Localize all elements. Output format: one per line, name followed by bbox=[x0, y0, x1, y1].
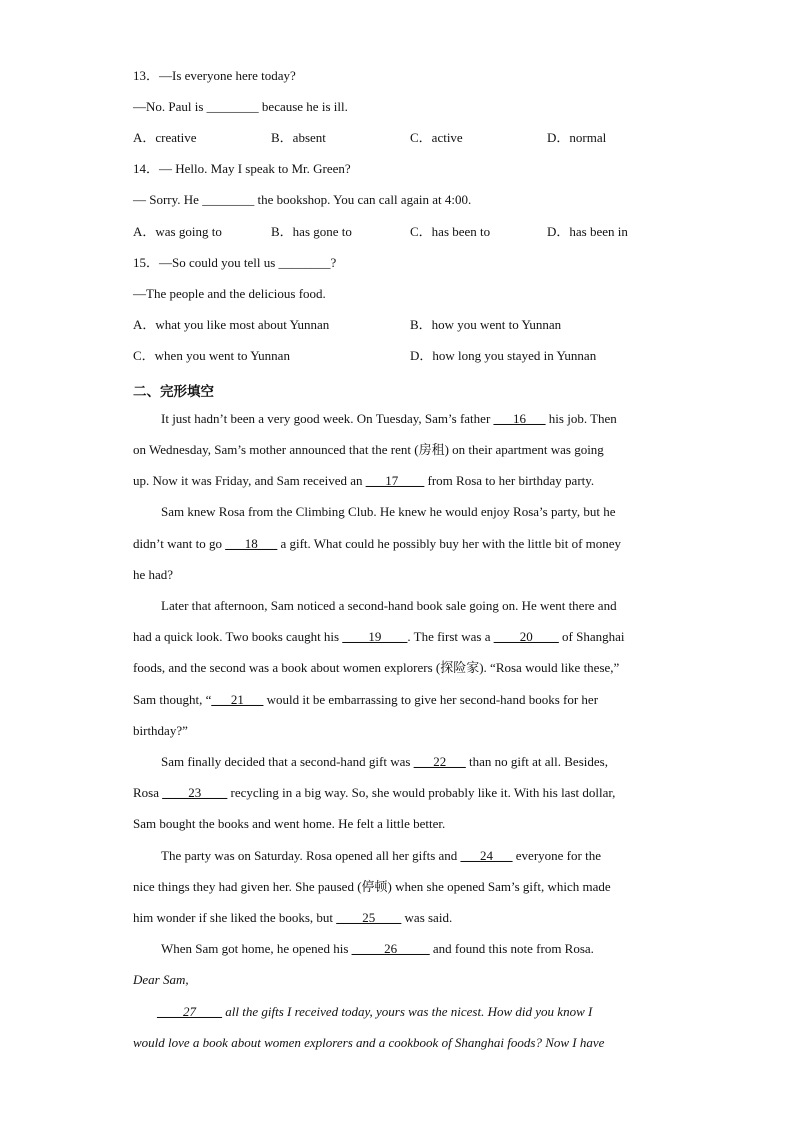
q14-option-c: C．has been to bbox=[410, 224, 491, 239]
passage-line: The party was on Saturday. Rosa opened all her gifts and ___24___ everyone for the bbox=[161, 848, 601, 863]
blank-19: ____19____ bbox=[342, 629, 408, 644]
letter-salutation: Dear Sam, bbox=[133, 972, 189, 987]
blank-21: ___21___ bbox=[211, 692, 264, 707]
q15-option-d: D．how long you stayed in Yunnan bbox=[410, 348, 597, 363]
passage-line: Sam knew Rosa from the Climbing Club. He knew he would enjoy Rosa’s party, but he bbox=[161, 504, 616, 519]
passage-line: didn’t want to go ___18___ a gift. What could he possibly buy her with the little bit of money bbox=[133, 536, 622, 551]
passage-line: When Sam got home, he opened his _____26_____ and found this note from Rosa. bbox=[161, 941, 594, 956]
q14-question: 14．— Hello. May I speak to Mr. Green? bbox=[133, 161, 351, 176]
passage-line: nice things they had given her. She paused (停顿) when she opened Sam’s gift, which made bbox=[133, 879, 611, 894]
passage-line: foods, and the second was a book about women explorers (探险家). “Rosa would like these,” bbox=[133, 660, 620, 675]
blank-16: ___16___ bbox=[493, 411, 546, 426]
q14-option-b: B．has gone to bbox=[271, 224, 352, 239]
passage-line: had a quick look. Two books caught his ____19____. The first was a ____20____ of Shanghai bbox=[133, 629, 625, 644]
q13-option-a: A．creative bbox=[133, 130, 197, 145]
passage-line: It just hadn’t been a very good week. On Tuesday, Sam’s father ___16___ his job. Then bbox=[161, 411, 617, 426]
q15-option-a: A．what you like most about Yunnan bbox=[133, 317, 330, 332]
q15-option-c: C．when you went to Yunnan bbox=[133, 348, 290, 363]
blank-27: ____27____ bbox=[157, 1004, 222, 1019]
passage-line: Sam finally decided that a second-hand gift was ___22___ than no gift at all. Besides, bbox=[161, 754, 608, 769]
passage-line: Sam bought the books and went home. He felt a little better. bbox=[133, 816, 446, 831]
blank-24: ___24___ bbox=[460, 848, 513, 863]
q13-reply: —No. Paul is ________ because he is ill. bbox=[133, 99, 348, 114]
q15-reply: —The people and the delicious food. bbox=[133, 286, 326, 301]
blank-23: ____23____ bbox=[162, 785, 228, 800]
q13-option-c: C．active bbox=[410, 130, 463, 145]
section-title: 二、完形填空 bbox=[133, 384, 214, 400]
passage-line: on Wednesday, Sam’s mother announced that the rent (房租) on their apartment was going bbox=[133, 442, 604, 457]
blank-18: ___18___ bbox=[225, 536, 278, 551]
passage-line: up. Now it was Friday, and Sam received an ___17____ from Rosa to her birthday party. bbox=[133, 473, 595, 488]
blank-25: ____25____ bbox=[336, 910, 402, 925]
q14-option-a: A．was going to bbox=[133, 224, 222, 239]
passage-line: he had? bbox=[133, 567, 174, 582]
passage-line: Rosa ____23____ recycling in a big way. So, she would probably like it. With his last dollar, bbox=[133, 785, 616, 800]
blank-22: ___22___ bbox=[413, 754, 466, 769]
passage-line: him wonder if she liked the books, but ____25____ was said. bbox=[133, 910, 453, 925]
passage-line: Later that afternoon, Sam noticed a second-hand book sale going on. He went there and bbox=[161, 598, 617, 613]
q13-question: 13．—Is everyone here today? bbox=[133, 68, 296, 83]
blank-20: ____20____ bbox=[493, 629, 559, 644]
letter-line: would love a book about women explorers and a cookbook of Shanghai foods? Now I have bbox=[133, 1035, 605, 1050]
blank-26: _____26_____ bbox=[351, 941, 430, 956]
q14-reply: — Sorry. He ________ the bookshop. You can call again at 4:00. bbox=[133, 192, 472, 207]
blank-17: ___17____ bbox=[365, 473, 425, 488]
q15-question: 15．—So could you tell us ________? bbox=[133, 255, 337, 270]
q13-option-b: B．absent bbox=[271, 130, 326, 145]
q14-option-d: D．has been in bbox=[547, 224, 628, 239]
letter-line: ____27____ all the gifts I received today, yours was the nicest. How did you know I bbox=[157, 1004, 593, 1019]
passage-line: Sam thought, “___21___ would it be embarrassing to give her second-hand books for her bbox=[133, 692, 599, 707]
q15-option-b: B．how you went to Yunnan bbox=[410, 317, 562, 332]
q13-option-d: D．normal bbox=[547, 130, 607, 145]
passage-line: birthday?” bbox=[133, 723, 188, 738]
